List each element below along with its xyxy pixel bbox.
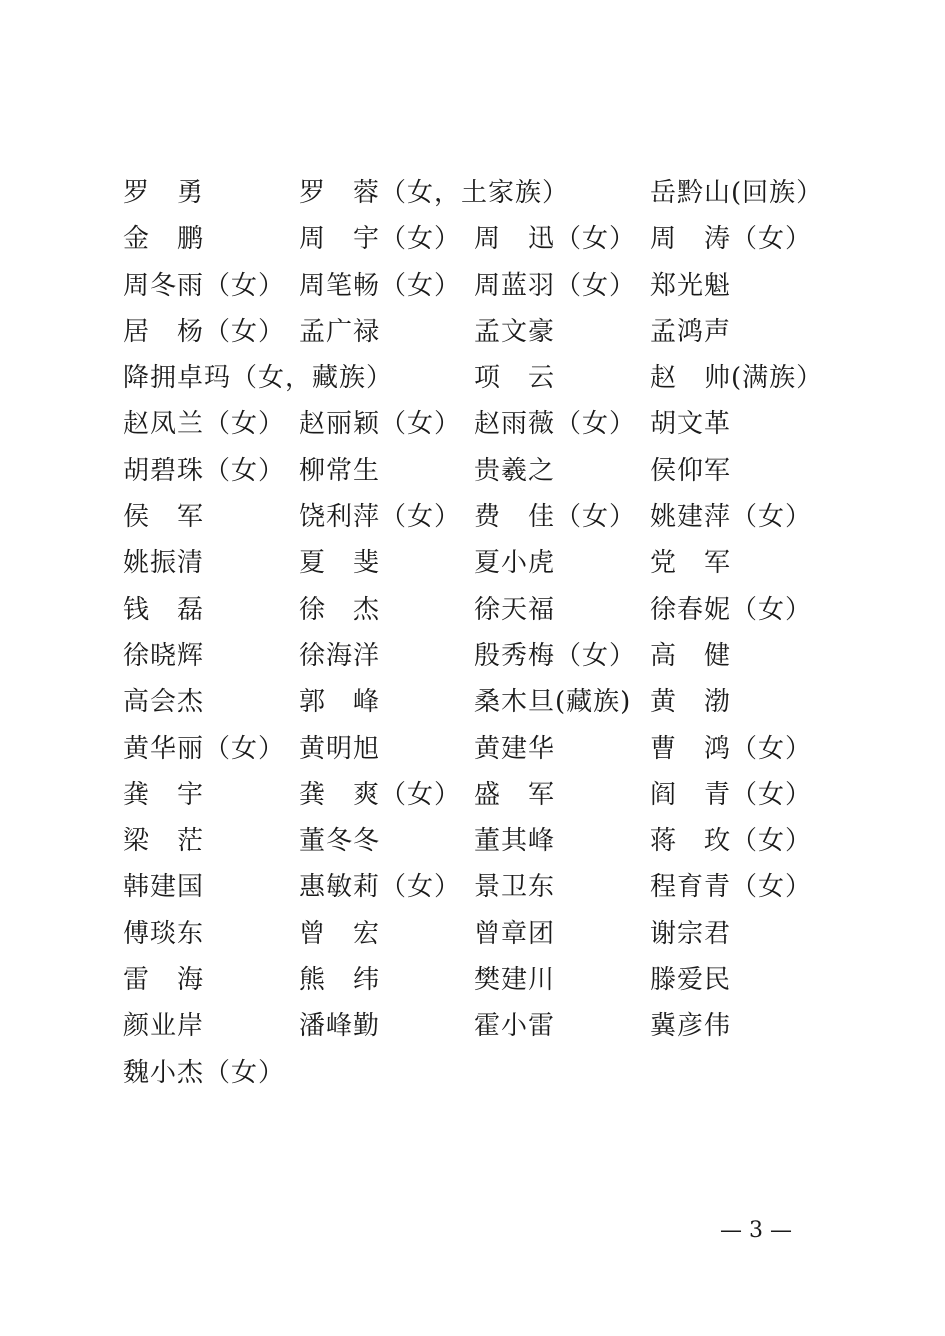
name-entry: 熊 纬 [299,965,381,996]
name-entry: 徐海洋 [299,640,381,671]
name-entry: 曹 鸿（女） [650,733,813,764]
name-entry: 岳黔山(回族） [650,178,824,208]
name-entry: 雷 海 [123,965,205,996]
name-entry: 殷秀梅（女） [474,640,637,671]
name-entry: 郭 峰 [299,687,381,718]
name-entry: 孟广禄 [299,316,381,347]
name-row [123,772,843,818]
name-entry: 贵羲之 [474,455,556,486]
name-entry: 姚建萍（女） [650,502,813,533]
name-entry: 周蓝羽（女） [474,270,637,301]
name-row [123,540,843,586]
name-entry: 曾 宏 [299,918,381,949]
name-row [123,957,843,1003]
name-entry: 谢宗君 [650,918,732,949]
name-entry: 蒋 玫（女） [650,826,813,857]
name-row [123,216,843,262]
name-entry: 周 宇（女） [299,224,462,255]
name-entry: 魏小杰（女） [123,1057,286,1088]
name-entry: 徐天福 [474,594,556,625]
names-list [123,170,843,1096]
name-entry: 居 杨（女） [123,316,286,347]
name-entry: 霍小雷 [474,1011,556,1042]
name-entry: 曾章团 [474,918,556,949]
name-entry: 傅琰东 [123,918,205,949]
name-row [123,679,843,725]
name-entry: 高会杰 [123,687,205,718]
name-entry: 侯仰军 [650,455,732,486]
name-row [123,587,843,633]
name-entry: 郑光魁 [650,270,732,301]
name-entry: 阎 青（女） [650,779,813,810]
name-entry: 黄建华 [474,733,556,764]
name-row [123,263,843,309]
name-entry: 赵 帅(满族） [650,363,824,394]
name-entry: 金 鹏 [123,224,205,255]
name-entry: 夏 斐 [299,548,381,579]
name-entry: 赵凤兰（女） [123,409,286,440]
name-entry: 董冬冬 [299,826,381,857]
name-entry: 柳常生 [299,455,381,486]
name-entry: 樊建川 [474,965,556,996]
name-row [123,170,843,216]
name-entry: 徐春妮（女） [650,594,813,625]
name-entry: 黄 渤 [650,687,732,718]
page-number: — 3 — [720,1218,792,1243]
name-entry: 程育青（女） [650,872,813,903]
name-entry: 徐 杰 [299,594,381,625]
name-entry: 周笔畅（女） [299,270,462,301]
name-entry: 董其峰 [474,826,556,857]
name-row [123,309,843,355]
name-entry: 惠敏莉（女） [299,872,462,903]
name-entry: 桑木旦(藏族) [474,687,632,718]
name-entry: 罗 蓉（女，土家族） [299,178,570,208]
name-entry: 黄华丽（女） [123,733,286,764]
name-entry: 钱 磊 [123,594,205,625]
name-entry: 颜业岸 [123,1011,205,1042]
name-entry: 韩建国 [123,872,205,903]
name-entry: 饶利萍（女） [299,502,462,533]
name-entry: 景卫东 [474,872,556,903]
name-entry: 降拥卓玛（女，藏族） [123,363,394,394]
name-entry: 潘峰勤 [299,1011,381,1042]
name-entry: 赵雨薇（女） [474,409,637,440]
name-entry: 黄明旭 [299,733,381,764]
name-row [123,494,843,540]
name-entry: 孟鸿声 [650,316,732,347]
name-entry: 高 健 [650,640,732,671]
name-row [123,448,843,494]
name-entry: 党 军 [650,548,732,579]
name-entry: 侯 军 [123,502,205,533]
name-entry: 周 涛（女） [650,224,813,255]
name-entry: 赵丽颖（女） [299,409,462,440]
name-row [123,726,843,772]
name-entry: 龚 宇 [123,779,205,810]
name-row [123,911,843,957]
name-entry: 周 迅（女） [474,224,637,255]
name-entry: 冀彦伟 [650,1011,732,1042]
name-row [123,355,843,401]
name-row [123,864,843,910]
name-entry: 费 佳（女） [474,502,637,533]
name-row [123,633,843,679]
name-row [123,401,843,447]
name-row [123,1003,843,1049]
name-entry: 胡碧珠（女） [123,455,286,486]
name-entry: 滕爱民 [650,965,732,996]
name-row [123,1050,843,1096]
name-entry: 罗 勇 [123,178,205,208]
name-entry: 胡文革 [650,409,732,440]
name-entry: 姚振清 [123,548,205,579]
name-entry: 孟文豪 [474,316,556,347]
name-entry: 盛 军 [474,779,556,810]
name-entry: 梁 茫 [123,826,205,857]
name-entry: 夏小虎 [474,548,556,579]
name-entry: 龚 爽（女） [299,779,462,810]
name-entry: 周冬雨（女） [123,270,286,301]
name-entry: 项 云 [474,363,556,394]
name-entry: 徐晓辉 [123,640,205,671]
name-row [123,818,843,864]
